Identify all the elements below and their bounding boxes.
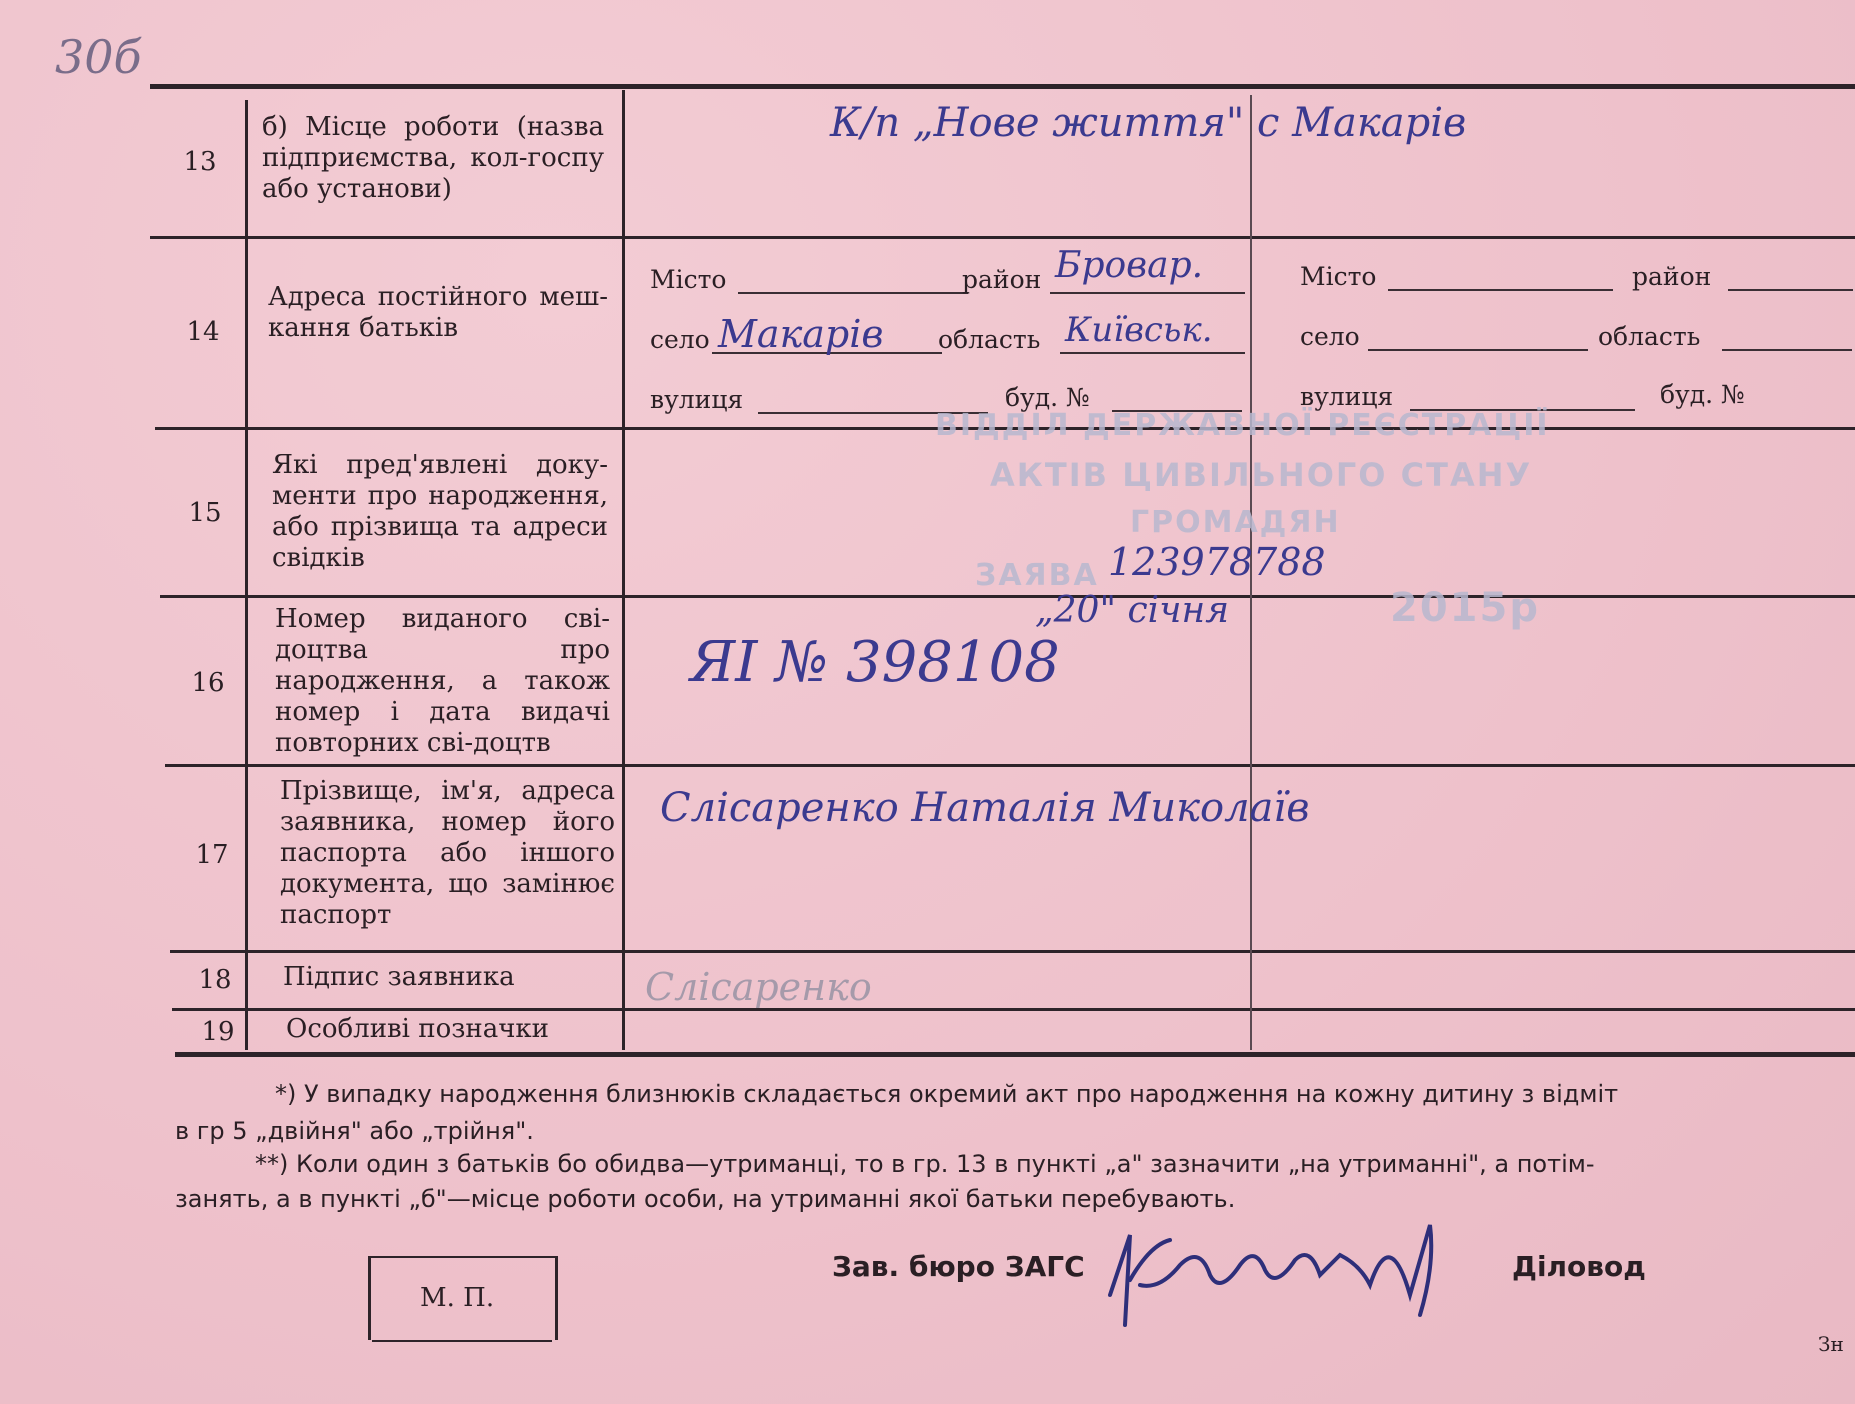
rule-13-14 (150, 236, 1855, 239)
r14-selo-value: Макарів (718, 312, 884, 356)
r14-misto2-label: Місто (1300, 262, 1377, 291)
col-label-divider (622, 90, 625, 1050)
dilovod-label: Діловод (1512, 1250, 1646, 1283)
r14-vulytsia2-label: вулиця (1300, 382, 1394, 411)
row-14-label: Адреса постійного меш-кання батьків (268, 282, 608, 343)
row-14-number: 14 (186, 317, 220, 347)
r14-selo2-line (1368, 349, 1588, 351)
r14-raion2-label: район (1632, 262, 1712, 291)
zav-buro-label: Зав. бюро ЗАГС (832, 1250, 1085, 1283)
rule-18-19 (172, 1008, 1855, 1011)
r14-misto2-line (1388, 289, 1613, 291)
stamp-hw-number: 123978788 (1108, 540, 1326, 584)
r14-selo2-label: село (1300, 322, 1360, 351)
row-15-label: Які пред'явлені доку-менти про народження, або прізвища та адреси свідків (272, 450, 608, 573)
r14-raion-line (1050, 292, 1245, 294)
row-18-label: Підпис заявника (283, 962, 515, 992)
stamp-year: 2015р (1390, 585, 1540, 631)
rule-top (150, 84, 1855, 89)
row-19-number: 19 (201, 1017, 235, 1047)
footnote-2a: **) Коли один з батьків бо обидва—утриманці, то в гр. 13 в пункті „а" зазначити „на утриманні", а потім- (255, 1150, 1595, 1178)
mp-top-line (368, 1256, 558, 1258)
row-18-number: 18 (198, 965, 232, 995)
r14-oblast-line (1060, 352, 1245, 354)
footnote-2b: занять, а в пункті „б"—місце роботи особи, на утриманні якої батьки перебувають. (175, 1185, 1236, 1213)
row-17-number: 17 (195, 840, 229, 870)
r14-raion-value: Бровар. (1055, 245, 1204, 286)
r14-oblast-label: область (938, 325, 1041, 354)
stamp-hw-date: „20" січня (1035, 590, 1230, 631)
stamp-line-2: АКТІВ ЦИВІЛЬНОГО СТАНУ (990, 456, 1533, 494)
row-13-number: 13 (183, 147, 217, 177)
footnote-1b: в гр 5 „двійня" або „трійня". (175, 1117, 534, 1145)
r14-misto-line (738, 292, 968, 294)
row-15-number: 15 (188, 498, 222, 528)
r14-raion2-line (1728, 289, 1853, 291)
r14-misto-label: Місто (650, 265, 727, 294)
row-19-label: Особливі позначки (286, 1014, 550, 1044)
mp-label: М. П. (420, 1283, 495, 1313)
row-13-value: К/п „Нове життя" с Макарів (830, 100, 1467, 146)
footnote-1a: *) У випадку народження близнюків складається окремий акт про народження на кожну дитину з відміт (275, 1080, 1619, 1108)
stamp-line-4: ЗАЯВА (975, 558, 1099, 593)
row-17-value: Слісаренко Наталія Миколаїв (660, 785, 1310, 831)
rule-bottom (175, 1052, 1855, 1057)
r14-selo-label: село (650, 325, 710, 354)
r14-vulytsia-label: вулиця (650, 385, 744, 414)
mp-bottom-line (372, 1340, 552, 1342)
stamp-line-3: ГРОМАДЯН (1130, 505, 1341, 540)
rule-17-18 (170, 950, 1855, 953)
row-16-number: 16 (191, 668, 225, 698)
col-num-divider (245, 100, 248, 1050)
r14-raion-label: район (962, 265, 1042, 294)
r14-oblast2-label: область (1598, 322, 1701, 351)
r14-bud2-label: буд. № (1660, 380, 1745, 409)
row-18-value: Слісаренко (645, 965, 872, 1009)
r14-bud-label: буд. № (1005, 383, 1090, 412)
r14-oblast2-line (1722, 349, 1852, 351)
stamp-line-1: ВІДДІЛ ДЕРЖАВНОЇ РЕЄСТРАЦІЇ (935, 408, 1550, 443)
row-16-value: ЯІ № 398108 (690, 630, 1060, 695)
zav-signature (1090, 1205, 1510, 1335)
archive-mark: 30б (55, 30, 142, 84)
r14-oblast-value: Київськ. (1065, 310, 1213, 350)
rule-16-17 (165, 764, 1855, 767)
row-17-label: Прізвище, ім'я, адреса заявника, номер його паспорта або іншого документа, що замінює паспорт (280, 776, 615, 930)
rule-15-16 (160, 595, 1855, 598)
row-16-label: Номер виданого сві-доцтва про народження, а також номер і дата видачі повторних сві-доцтв (275, 604, 610, 758)
corner-text: Зн (1818, 1332, 1844, 1356)
row-13-label: б) Місце роботи (назва підприємства, кол-госпу або установи) (262, 112, 604, 204)
